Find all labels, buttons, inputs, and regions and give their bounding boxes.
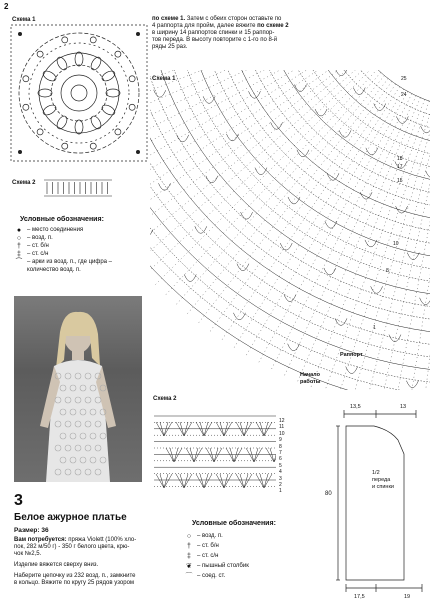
chart-stitch-ray	[422, 109, 430, 390]
chart-stitch-ray	[176, 73, 381, 306]
chart-stitch-ray	[198, 79, 388, 324]
needs-line3: чок №2,5.	[14, 551, 42, 557]
legend1-item	[14, 226, 134, 234]
chart-shell	[150, 229, 153, 236]
motif-loop	[90, 37, 96, 43]
chart-row-arc	[274, 70, 430, 172]
chart-row-arc	[286, 70, 430, 160]
motif-loop	[129, 76, 135, 82]
bottom-row-number: 10	[279, 430, 285, 437]
chart-stitch-ray	[150, 70, 339, 116]
scheme2-fan	[156, 474, 172, 488]
chart-row-arc	[150, 70, 430, 372]
chart-shell	[420, 298, 430, 305]
body-line1: Изделие вяжется сверху вниз.	[14, 562, 99, 568]
chart-shell	[233, 313, 245, 320]
big-fan-chart	[150, 70, 430, 390]
motif-petal	[41, 69, 57, 83]
bottom-row-number: 2	[279, 482, 282, 489]
scheme2-fan	[246, 448, 262, 462]
scheme2-label-small: Схема 2	[12, 180, 36, 186]
intro-text	[152, 16, 302, 51]
model-photo	[14, 296, 142, 482]
chart-shell	[353, 88, 365, 95]
chart-row-arc	[298, 70, 430, 147]
article-needs	[14, 537, 159, 558]
row-number-15: 15	[397, 178, 403, 184]
motif-petal	[100, 103, 116, 117]
chart-shell	[294, 84, 306, 91]
bottom-row-number: 11	[279, 424, 285, 431]
chart-stitch-ray	[380, 106, 430, 390]
chart-stitch-ray	[150, 70, 356, 219]
chart-shell	[339, 130, 351, 137]
body-line3: в кольцо. Вяжите по кругу 25 рядов узором	[14, 580, 135, 586]
intro-line2	[152, 23, 302, 30]
intro-line4: тов переда. В высоту повторите с 1-го по 8-й	[152, 37, 278, 43]
motif-petal	[75, 52, 83, 66]
legend2-text: – возд. п.	[197, 532, 223, 539]
dress-pattern-schematic	[336, 408, 432, 598]
chart-stitch-ray	[246, 89, 404, 356]
intro-line5: ряды 25 раз.	[152, 44, 188, 50]
chart-stitch-ray	[394, 107, 430, 390]
legend1-item	[14, 266, 134, 274]
legend2-item	[184, 571, 304, 581]
legend2-text: – ст. б/н	[197, 542, 219, 549]
chart-shell	[389, 335, 401, 342]
scheme2-fan	[176, 474, 192, 488]
start-label-2: работы	[300, 379, 321, 385]
bottom-row-number: 12	[279, 418, 285, 424]
bottom-row-numbers	[279, 418, 293, 495]
legend1-text: – арки из возд. п., где цифра –	[27, 258, 113, 265]
legend1-text: – ст. б/н	[27, 242, 49, 249]
motif-petal	[55, 55, 69, 71]
legend2-title: Условные обозначения:	[192, 520, 276, 527]
motif-loop	[62, 37, 68, 43]
legend2-list	[184, 531, 304, 581]
article-title: Белое ажурное платье	[14, 512, 127, 523]
legend1-text: количество возд. п.	[27, 266, 81, 273]
intro-line2-a: 4 раппорта для пройм, далее вяжите	[152, 23, 258, 29]
legend1-list	[14, 226, 134, 274]
chart-shell	[366, 148, 378, 155]
chart-shell	[371, 286, 383, 293]
schematic-top-left: 13,5	[350, 404, 361, 410]
needs-line2: пок, 282 м/50 г) - 350 г белого цвета, крю-	[14, 544, 130, 550]
chart-shell	[288, 344, 300, 351]
chart-row-arc	[150, 70, 430, 359]
schematic-note-1: 1/2	[372, 470, 380, 476]
chart-stitch-ray	[338, 103, 430, 390]
chart-stitch-ray	[150, 70, 361, 242]
scheme2-fan	[236, 474, 252, 488]
article-size: Размер: 36	[14, 527, 49, 534]
chart-shell	[255, 168, 267, 175]
bottom-row-number: 7	[279, 450, 282, 457]
chart-stitch-ray	[311, 99, 425, 387]
chart-shell	[335, 70, 347, 76]
chart-stitch-ray	[150, 70, 341, 129]
scheme2-fan	[186, 448, 202, 462]
row-number-25: 25	[401, 76, 407, 82]
needs-label: Вам потребуется:	[14, 537, 67, 543]
row-number-10: 10	[393, 241, 399, 247]
chart-shell	[346, 367, 358, 374]
motif-petal	[41, 103, 57, 117]
chart-row-arc	[150, 72, 430, 390]
legend1-text: – место соединения	[27, 226, 84, 233]
legend1-text: – ст. с/н	[27, 250, 49, 257]
schematic-bottom-right: 19	[404, 594, 411, 600]
bottom-row-number: 6	[279, 456, 282, 463]
start-label-1: Начало	[300, 372, 320, 378]
chart-shell	[158, 183, 170, 190]
needs-line1	[14, 537, 159, 544]
legend2-text: – ст. с/н	[197, 552, 219, 559]
legend2-symbol: ❦	[186, 563, 192, 570]
legend1-item	[14, 242, 134, 250]
legend1-symbol: ○	[16, 234, 22, 242]
chart-shell	[280, 243, 292, 250]
chart-stitch-ray	[150, 70, 346, 169]
legend1-item	[14, 250, 134, 258]
chart-row-arc	[150, 70, 430, 334]
legend2-text: – пышный столбик	[197, 562, 249, 569]
schematic-bottom-left: 17,5	[354, 594, 365, 600]
chart-row-arc	[335, 70, 430, 110]
motif-loop	[37, 51, 43, 57]
motif-loop	[37, 129, 43, 135]
scheme1-label-small: Схема 1	[12, 17, 36, 23]
legend1-symbol: ‡	[17, 250, 21, 258]
chart-stitch-ray	[210, 81, 392, 332]
legend2-item	[184, 561, 304, 571]
chart-stitch-ray	[150, 70, 342, 143]
chart-shell	[195, 226, 207, 233]
legend1-item	[14, 258, 134, 266]
intro-bold1: по схеме 1.	[152, 16, 186, 22]
square-motif-diagram	[8, 22, 150, 164]
motif-petal	[89, 114, 103, 130]
motif-petal	[38, 89, 52, 97]
motif-loop	[90, 143, 96, 149]
chart-shell	[360, 192, 372, 199]
bottom-chart-label: Схема 2	[153, 396, 177, 402]
chart-stitch-ray	[150, 70, 349, 182]
chart-shell	[177, 135, 189, 142]
motif-loop	[23, 76, 29, 82]
chart-row-arc	[189, 70, 430, 259]
legend1-text: – возд. п.	[27, 234, 53, 241]
legend1-symbol: †	[17, 242, 21, 250]
schematic-note-3: и спинки	[372, 484, 394, 490]
row-number-17: 17	[397, 164, 403, 170]
motif-loop	[129, 104, 135, 110]
intro-line3: в ширину 14 раппортов спинки и 15 раппор-	[152, 30, 275, 36]
bottom-row-number: 4	[279, 469, 282, 476]
legend1-title: Условные обозначения:	[20, 216, 104, 223]
motif-petal	[106, 89, 120, 97]
legend2-item	[184, 551, 304, 561]
motif-loop	[115, 129, 121, 135]
section-number-2: 2	[4, 2, 9, 11]
scheme2-fan	[226, 448, 242, 462]
schematic-height: 80	[325, 491, 332, 497]
legend1-symbol: ⁀	[16, 259, 22, 266]
chart-shell	[226, 134, 238, 141]
scheme2-fan	[216, 474, 232, 488]
chart-stitch-ray	[284, 96, 416, 376]
chart-shell	[297, 150, 309, 157]
legend2-item	[184, 531, 304, 541]
chart-row-arc	[150, 70, 430, 322]
legend2-item	[184, 541, 304, 551]
chart-stitch-ray	[221, 84, 395, 340]
photo-figure-drawing	[14, 296, 142, 482]
legend2-symbol: ○	[186, 532, 192, 540]
bottom-scheme2-chart	[154, 402, 276, 502]
row-number-1: 1	[373, 325, 376, 331]
intro-rest1: Затем с обеих сторон оставьте по	[185, 16, 282, 22]
chart-shell	[324, 268, 336, 275]
motif-petal	[55, 114, 69, 130]
motif-loop	[115, 51, 121, 57]
body-line2: Наберите цепочку из 232 возд. п., замкните	[14, 573, 136, 579]
intro-bold2: по схеме 2	[257, 23, 289, 29]
chart-stitch-ray	[234, 87, 400, 349]
row-number-8: 8	[386, 268, 389, 274]
schematic-note-2: переда	[372, 477, 391, 483]
bottom-row-number: 9	[279, 437, 282, 444]
legend2-symbol: †	[187, 542, 191, 550]
scheme2-fan	[166, 448, 182, 462]
motif-petal	[100, 69, 116, 83]
chart-stitch-ray	[165, 70, 377, 295]
bottom-row-number: 3	[279, 475, 282, 482]
chart-row-arc	[150, 70, 430, 390]
chart-shell	[396, 116, 408, 123]
scheme2-fan	[266, 448, 276, 462]
rapport-label: Раппорт	[340, 352, 363, 358]
motif-petal	[89, 55, 103, 71]
small-scheme2-strip	[44, 178, 112, 198]
chart-stitch-ray	[187, 76, 385, 315]
chart-shell	[184, 274, 196, 281]
scheme2-fan	[256, 474, 272, 488]
motif-loop	[23, 104, 29, 110]
chart-shell	[426, 171, 430, 178]
article-number: 3	[14, 492, 23, 509]
legend2-text: – соед. ст.	[197, 572, 226, 579]
motif-petal	[75, 120, 83, 134]
chart-shell	[284, 295, 296, 302]
legend2-symbol: ‡	[187, 552, 191, 560]
schematic-top-right: 13	[400, 404, 407, 410]
legend2-symbol: ⌒	[185, 573, 193, 580]
bottom-row-number: 8	[279, 443, 282, 450]
chart-shell	[421, 126, 430, 133]
legend1-item	[14, 234, 134, 242]
big-chart-label: Схема 1	[152, 76, 176, 82]
scheme2-fan	[196, 474, 212, 488]
chart-shell	[241, 212, 253, 219]
motif-loop	[62, 143, 68, 149]
article-body	[14, 562, 164, 587]
chart-stitch-ray	[155, 70, 374, 285]
bottom-row-number: 1	[279, 488, 282, 495]
chart-shell	[154, 90, 166, 97]
intro-line1	[152, 16, 302, 23]
row-number-18: 18	[397, 156, 403, 162]
chart-shell	[406, 381, 418, 388]
chart-shell	[374, 104, 386, 111]
chart-shell	[206, 176, 218, 183]
scheme2-fan	[206, 448, 222, 462]
chart-stitch-ray	[352, 104, 430, 390]
legend1-symbol: ●	[16, 226, 22, 234]
chart-row-arc	[323, 70, 430, 122]
chart-row-arc	[165, 70, 430, 284]
chart-shell	[288, 197, 300, 204]
row-number-24: 24	[401, 92, 407, 98]
chart-row-arc	[202, 70, 430, 247]
chart-shell	[325, 221, 337, 228]
needs-text: пряжа Violett (100% хло-	[66, 537, 137, 543]
bottom-row-number: 5	[279, 462, 282, 469]
chart-row-arc	[262, 70, 430, 185]
